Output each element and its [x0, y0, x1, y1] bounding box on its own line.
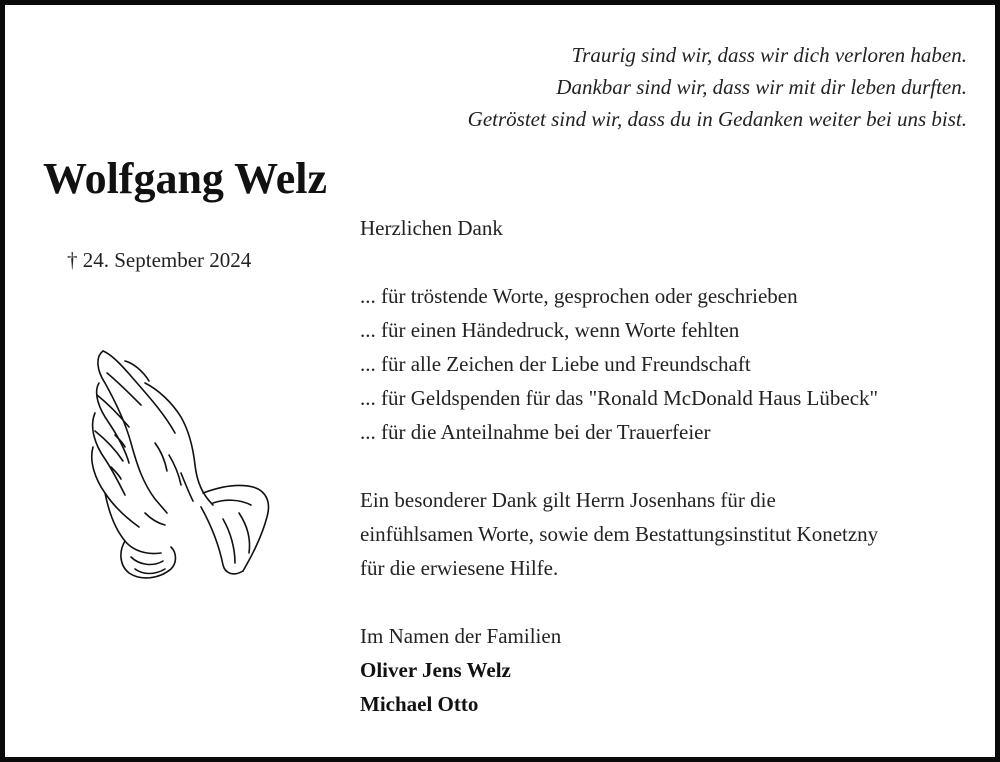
thanks-item: ... für alle Zeichen der Liebe und Freundschaft: [360, 352, 751, 376]
spacer: [360, 449, 990, 483]
greeting: Herzlichen Dank: [360, 216, 503, 240]
spacer: [360, 245, 990, 279]
thanks-item: ... für Geldspenden für das "Ronald McDonald Haus Lübeck": [360, 386, 879, 410]
motto-verse: [468, 39, 967, 135]
motto-line: Getröstet sind wir, dass du in Gedanken weiter bei uns bist.: [467, 107, 967, 131]
deceased-name: Wolfgang Welz: [43, 154, 327, 203]
motto-line: Traurig sind wir, dass wir dich verloren haben.: [571, 43, 967, 67]
thanks-item: ... für tröstende Worte, gesprochen oder geschrieben: [360, 284, 798, 308]
thanks-item: ... für einen Händedruck, wenn Worte fehlten: [360, 318, 740, 342]
spacer: [360, 585, 990, 619]
motto-line: Dankbar sind wir, dass wir mit dir leben durften.: [556, 75, 967, 99]
signer-name: Oliver Jens Welz: [360, 658, 511, 682]
message-body: [360, 211, 990, 721]
closing-line: Im Namen der Familien: [360, 624, 562, 648]
special-thanks-line: einfühlsamen Worte, sowie dem Bestattungsinstitut Konetzny: [360, 522, 879, 546]
special-thanks-line: für die erwiesene Hilfe.: [360, 556, 559, 580]
praying-hands-icon: [85, 343, 275, 583]
special-thanks-line: Ein besonderer Dank gilt Herrn Josenhans für die: [360, 488, 776, 512]
death-date: † 24. September 2024: [67, 248, 252, 272]
signer-name: Michael Otto: [360, 692, 479, 716]
thanks-item: ... für die Anteilnahme bei der Trauerfeier: [360, 420, 711, 444]
